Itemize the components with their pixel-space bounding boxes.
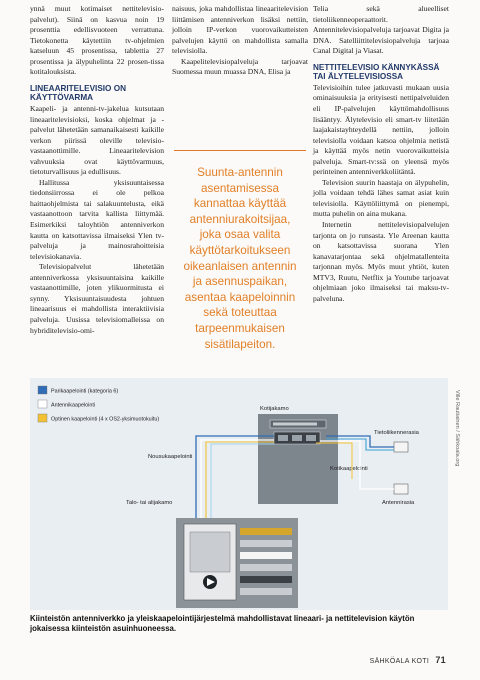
pull-quote xyxy=(174,150,306,352)
section-heading: NETTITELEVISIO KÄNNYKÄSSÄ TAI ÄLYTELEVISIOSSA xyxy=(313,62,440,82)
building-distribution-cabinet xyxy=(176,518,298,608)
paragraph: Television suurin haastaja on älypuhelin, jolla voidaan tehdä lähes samat asiat kuin televisiolla. Käyttöliittymä on pienempi, mutta puhelin on aina mukana. xyxy=(313,177,449,219)
text-column-2 xyxy=(172,4,308,78)
page-number: 71 xyxy=(435,655,446,665)
cabling-diagram xyxy=(30,378,448,610)
label-kotijakamo: Kotijakamo xyxy=(260,406,289,412)
text-column-3 xyxy=(313,4,449,304)
label-tietoliikennerasia: Tietoliikennerasia xyxy=(374,430,419,436)
image-credit xyxy=(452,390,462,530)
label-kotikaapelointi: Kotikaapelointi xyxy=(330,466,368,472)
paragraph: naisuus, joka mahdollistaa lineaaritelevision liittämisen antenniverkon lisäksi nettiin, jolloin IP-verkon vuorovaikutteisten palvelujen käyttö on mahdollista samalla televisiolla. xyxy=(172,4,308,56)
paragraph: Kaapeli- ja antenni-tv-jakelua kutsutaan lineaaritelevisioksi, koska ohjelmat ja -palvelut lähetetään samanaikaisesti kaikille verkon piirissä oleville televisio-vastaanottimille. Lineaaritelevision vahvuuksia ovat käyttövarmuus, tietoturvallisuus ja edullisuus. xyxy=(30,104,164,177)
paragraph: Televisioihin tulee jatkuvasti mukaan uusia ominaisuuksia ja erityisesti nettipalveluiden eli IP-palvelujen käyttömahdollisuus lisääntyy. Älytelevisio eli smart-tv liitetään laajakaistayhteydellä nettiin, jolloin televisiolla voidaan katsoa ohjelmia netistä ja käyttää myös netin vuorovaikutteisia palveluja. Smart-tv:ssä on yleensä myös perinteinen antenniverkkoliitäntä. xyxy=(313,82,449,177)
figure-caption: Kiinteistön antenniverkko ja yleiskaapelointijärjestelmä mahdollistavat lineaari- ja nettitelevision käytön jokaisessa kiinteistön asuinhuoneessa. xyxy=(30,614,415,633)
legend-swatch-twisted-pair xyxy=(38,386,47,394)
paragraph: Hallitussa yksisuuntaisessa tiedonsiirrossa ei ole pelkoa haittaohjelmista tai salakuuntelusta, eikä vastaanottoon tarvita kallista liittymää. Esimerkiksi taloyhtiön antenniverkon kautta on katsottavissa ilmaiseksi Ylen tv-palveluja ja mainosrahoitteisia televisiokanavia. xyxy=(30,177,164,261)
legend-swatch-optical xyxy=(38,414,47,422)
legend-label: Parikaapelointi (kategoria 6) xyxy=(51,388,119,395)
legend-label: Optinen kaapelointi (4 x OS2-yksimuotokuitu) xyxy=(51,416,160,423)
antenna-outlet xyxy=(394,484,408,494)
page-footer xyxy=(370,655,446,665)
image-credit-text: Ville Rautiainen / Sähkoala.org xyxy=(454,390,460,467)
data-outlet xyxy=(394,442,408,452)
paragraph: Kaapelitelevisiopalveluja tarjoavat Suomessa muun muassa DNA, Elisa ja xyxy=(172,56,308,77)
paragraph: Internetin nettitelevisiopalvelujen tarjonta on jo runsasta. Yle Areenan kautta on katsottavissa suorana Ylen kanavatarjontaa sekä ohjelmatallenteita tarjonnan myös. Myös muut yhtiöt, kuten MTV3, Ruutu, Netflix ja Youtube tarjoavat ohjelmiaan joko ilmaiseksi tai maksu-tv-palveluna. xyxy=(313,220,449,303)
paragraph: Televisiopalvelut lähetetään antenniverkossa yksisuuntaisina kaikille vastaanottimille, joten ylikuormitusta ei synny. Yksisuuntaisuudesta johtuen lineaarisuus ei mahdollista interaktiivisia palveluja. Uusissa televisiomalleissa on hybriditelevisio-omi- xyxy=(30,262,164,335)
label-nousukaapelointi: Nousukaapelointi xyxy=(148,454,193,460)
label-talojakamo: Talo- tai alijakamo xyxy=(126,500,173,506)
section-heading: LINEAARITELEVISIO ON KÄYTTÖVARMA xyxy=(30,83,126,103)
paragraph: Telia sekä alueelliset tietoliikenneoperaattorit. Antennitelevisiopalveluja tarjoavat Digita ja DNA. Satelliittitelevisiopalveluja tarjoaa Canal Digital ja Viasat. xyxy=(313,4,449,56)
label-antennirasia: Antennirasia xyxy=(382,500,415,506)
text-column-1 xyxy=(30,4,164,336)
home-distribution-box xyxy=(270,420,326,444)
paragraph: ynnä muut kotimaiset nettitelevisio-palvelut). Siinä on kasvua noin 19 prosenttia edellisvuoteen verrattuna. Tietokonetta käytettiin tv-ohjelmien katseluun 45 prosentissa, tablettia 27 prosentissa ja älypuhelinta 22 prosen-tissa kotitalouksista. xyxy=(30,4,164,77)
legend-label: Antennikaapelointi xyxy=(51,402,96,409)
legend-swatch-antenna xyxy=(38,400,47,408)
pull-quote-text: Suunta-antennin asentamisessa kannattaa käyttää antenniurakoitsijaa, joka osaa valita käyttötarkoitukseen oikeanlaisen antennin ja asennuspaikan, asentaa kaapeloinnin sekä toteuttaa tarpeenmukaisen sisätilapeiton. xyxy=(183,166,297,351)
diagram-legend xyxy=(38,386,159,423)
diagram-svg xyxy=(30,378,448,610)
magazine-name: SÄHKÖALA KOTI xyxy=(369,658,430,665)
